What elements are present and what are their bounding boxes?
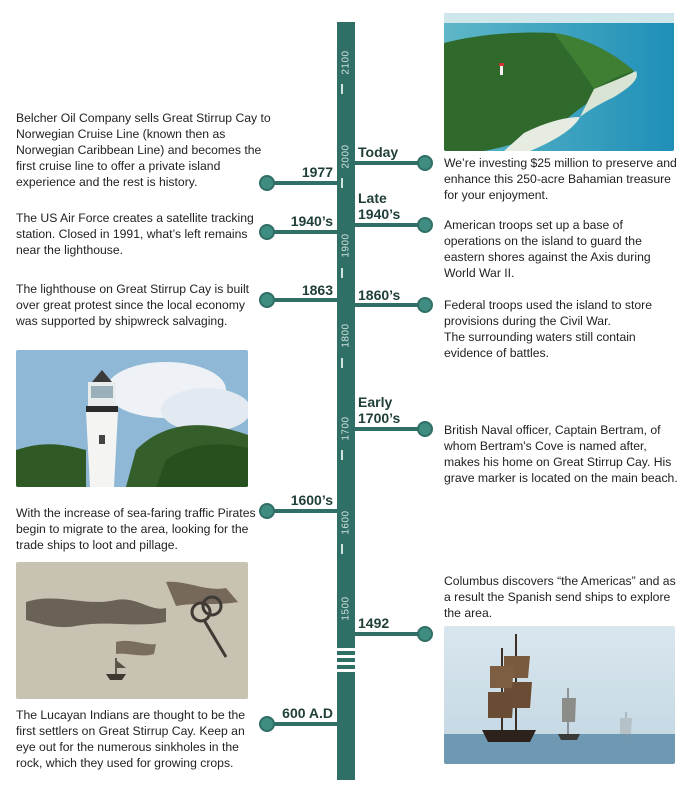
event-marker-1860s: [417, 297, 433, 313]
century-label-1500: 1500: [340, 595, 352, 621]
event-label-1860s: 1860’s: [358, 287, 401, 303]
axis-break-line: [337, 669, 355, 672]
sailing-ships-photo: [444, 626, 675, 764]
event-label-1600s: 1600’s: [290, 492, 333, 508]
century-tick: [341, 450, 343, 460]
event-marker-1977: [259, 175, 275, 191]
event-label-1863: 1863: [301, 282, 333, 298]
event-connector: [355, 161, 420, 165]
event-text-1977: Belcher Oil Company sells Great Stirrup Cay to Norwegian Cruise Line (known then as Norwegian Caribbean Line) and becomes the first cruise line to offer a private island experience and the rest is history.: [16, 111, 271, 189]
event-connector: [272, 181, 337, 185]
event-connector: [272, 230, 337, 234]
century-tick: [341, 178, 343, 188]
century-label-2100: 2100: [340, 49, 352, 75]
century-label-1600: 1600: [340, 509, 352, 535]
century-tick: [341, 544, 343, 554]
event-marker-today: [417, 155, 433, 171]
century-tick: [341, 84, 343, 94]
event-label-today: Today: [358, 144, 399, 160]
lighthouse-photo: [16, 350, 248, 487]
century-tick: [341, 268, 343, 278]
event-marker-late-1940s: [417, 217, 433, 233]
event-connector: [355, 632, 420, 636]
event-text-1492: Columbus discovers “the Americas” and as a result the Spanish send ships to explore the area.: [444, 574, 676, 620]
event-marker-600-ad: [259, 716, 275, 732]
event-label-1940s: 1940’s: [290, 213, 333, 229]
event-label-600-ad: 600 A.D: [282, 705, 333, 721]
event-label-late-1940s: Late 1940’s: [358, 190, 401, 222]
old-treasure-map-photo: [16, 562, 248, 699]
axis-break-line: [337, 648, 355, 651]
event-label-1492: 1492: [358, 615, 390, 631]
axis-break-line: [337, 655, 355, 658]
century-label-1700: 1700: [340, 415, 352, 441]
island-aerial-photo: [444, 13, 674, 151]
event-connector: [272, 722, 337, 726]
event-text-late-1940s: American troops set up a base of operations on the island to guard the eastern shores against the Axis during World War II.: [444, 218, 651, 280]
event-label-early-1700s: Early 1700’s: [358, 394, 401, 426]
event-marker-1492: [417, 626, 433, 642]
event-marker-early-1700s: [417, 421, 433, 437]
century-tick: [341, 358, 343, 368]
century-label-1900: 1900: [340, 232, 352, 258]
century-label-1800: 1800: [340, 322, 352, 348]
century-label-2000: 2000: [340, 143, 352, 169]
event-marker-1940s: [259, 224, 275, 240]
axis-break-line: [337, 662, 355, 665]
event-marker-1600s: [259, 503, 275, 519]
event-text-1863: The lighthouse on Great Stirrup Cay is built over great protest since the local economy was supported by shipwreck salvaging.: [16, 282, 250, 328]
event-text-1860s: Federal troops used the island to store provisions during the Civil War. The surrounding waters still contain evidence of battles.: [444, 298, 652, 360]
event-connector: [355, 303, 420, 307]
event-label-1977: 1977: [301, 164, 333, 180]
event-text-600-ad: The Lucayan Indians are thought to be the first settlers on Great Stirrup Cay. Keep an eye out for the numerous sinkholes in the rock, which they used for growing crops.: [16, 708, 246, 770]
event-connector: [272, 509, 337, 513]
event-connector: [272, 298, 337, 302]
event-text-1600s: With the increase of sea-faring traffic Pirates begin to migrate to the area, looking for the trade ships to loot and pillage.: [16, 506, 256, 552]
event-connector: [355, 427, 420, 431]
event-text-early-1700s: British Naval officer, Captain Bertram, of whom Bertram's Cove is named after, makes his home on Great Stirrup Cay. His grave marker is located on the main beach.: [444, 423, 678, 485]
event-marker-1863: [259, 292, 275, 308]
event-connector: [355, 223, 420, 227]
event-text-today: We’re investing $25 million to preserve and enhance this 250-acre Bahamian treasure for your enjoyment.: [444, 156, 677, 202]
event-text-1940s: The US Air Force creates a satellite tracking station. Closed in 1991, what’s left remains near the lighthouse.: [16, 211, 254, 257]
